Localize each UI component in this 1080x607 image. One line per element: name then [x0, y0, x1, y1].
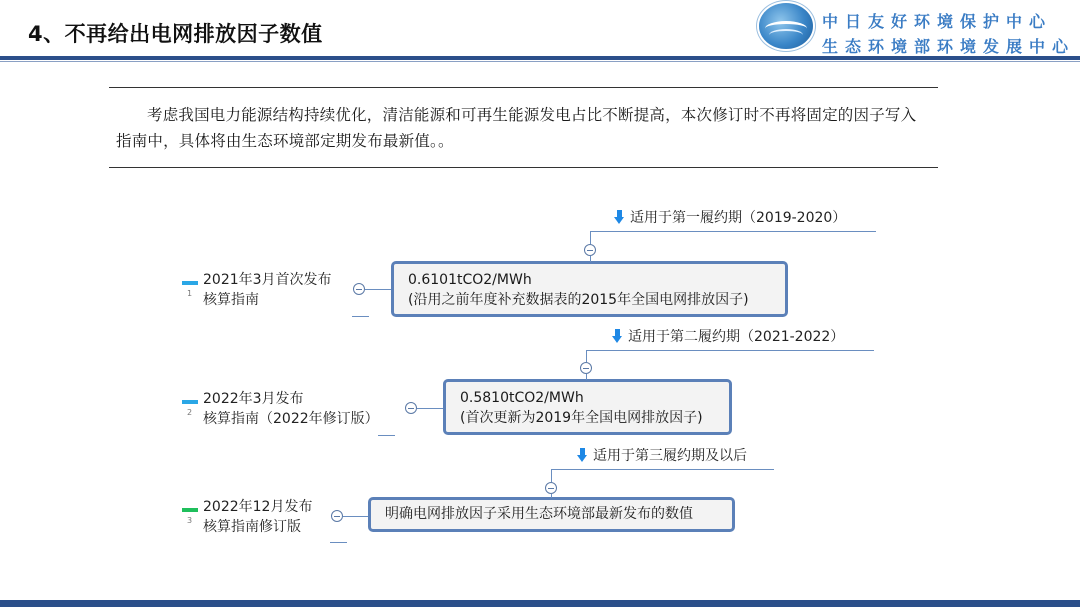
intro-paragraph: 考虑我国电力能源结构持续优化，清洁能源和可再生能源发电占比不断提高，本次修订时不再将固定的因子写入指南中，具体将由生态环境部定期发布最新值。。 [116, 106, 917, 150]
header-divider-thin [0, 61, 1080, 62]
collapse-toggle-icon[interactable] [580, 362, 592, 374]
connector-line [365, 289, 392, 290]
period-label-1 [614, 207, 846, 227]
topic-badge-number: 2 [187, 408, 193, 417]
topic-underline [378, 435, 395, 436]
collapse-toggle-icon[interactable] [353, 283, 365, 295]
connector-line [590, 231, 591, 244]
emission-factor-node-2[interactable] [443, 379, 732, 435]
topic-underline [330, 542, 347, 543]
collapse-toggle-icon[interactable] [584, 244, 596, 256]
period-label-3 [577, 445, 747, 465]
topic-label-1-date: 2021年3月首次发布 [203, 272, 332, 288]
emission-factor-value: 0.6101tCO2/MWh [408, 272, 532, 288]
emission-factor-note: (首次更新为2019年全国电网排放因子) [460, 410, 703, 426]
down-arrow-icon [612, 329, 623, 343]
connector-line [551, 469, 552, 482]
emission-factor-node-1[interactable] [391, 261, 788, 317]
connector-line [586, 350, 587, 362]
intro-bottom-rule [109, 167, 938, 168]
period-label-2 [612, 326, 844, 346]
topic-badge-bar [182, 281, 198, 285]
org-logo-icon [759, 3, 813, 49]
collapse-toggle-icon[interactable] [405, 402, 417, 414]
topic-label-2-title: 核算指南（2022年修订版） [203, 411, 379, 427]
connector-line [551, 469, 774, 470]
down-arrow-icon [614, 210, 625, 224]
emission-factor-node-3[interactable] [368, 497, 735, 532]
connector-line [343, 516, 369, 517]
connector-line [586, 374, 587, 380]
topic-badge-bar [182, 508, 198, 512]
footer-bar [0, 600, 1080, 607]
topic-label-1-title: 核算指南 [203, 292, 259, 308]
connector-line [590, 256, 591, 262]
topic-label-3-title: 核算指南修订版 [203, 519, 301, 535]
topic-underline [352, 316, 369, 317]
collapse-toggle-icon[interactable] [545, 482, 557, 494]
down-arrow-icon [577, 448, 588, 462]
topic-badge-bar [182, 400, 198, 404]
connector-line [417, 408, 444, 409]
topic-badge-number: 1 [187, 289, 193, 298]
topic-label-2-date: 2022年3月发布 [203, 391, 304, 407]
period-text: 适用于第三履约期及以后 [593, 448, 747, 464]
connector-line [586, 350, 874, 351]
org-name-line-1: 中日友好环境保护中心 [822, 12, 1053, 31]
connector-line [551, 494, 552, 498]
period-text: 适用于第一履约期（2019-2020） [630, 210, 847, 226]
topic-label-3-date: 2022年12月发布 [203, 499, 313, 515]
intro-top-rule [109, 87, 938, 88]
collapse-toggle-icon[interactable] [331, 510, 343, 522]
slide-title: 4、不再给出电网排放因子数值 [28, 22, 323, 46]
period-text: 适用于第二履约期（2021-2022） [628, 329, 845, 345]
emission-factor-value: 明确电网排放因子采用生态环境部最新发布的数值 [385, 506, 693, 522]
connector-line [590, 231, 876, 232]
emission-factor-note: (沿用之前年度补充数据表的2015年全国电网排放因子) [408, 292, 749, 308]
emission-factor-value: 0.5810tCO2/MWh [460, 390, 584, 406]
org-name-line-2: 生态环境部环境发展中心 [822, 37, 1076, 56]
header-divider [0, 56, 1080, 60]
topic-badge-number: 3 [187, 516, 193, 525]
